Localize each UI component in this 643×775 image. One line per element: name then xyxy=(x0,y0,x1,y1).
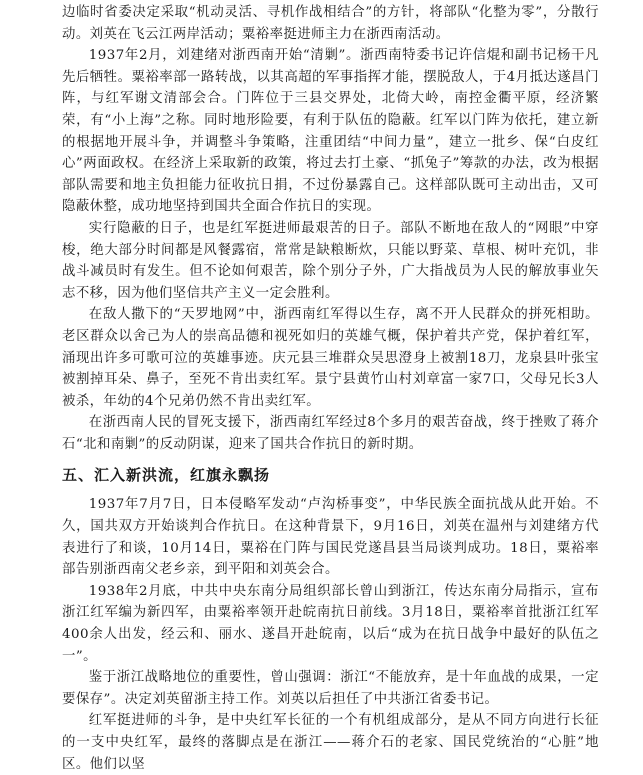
paragraph-6: 1937年7月7日，日本侵略军发动“卢沟桥事变”，中华民族全面抗战从此开始。不久，国共双方开始谈判合作抗日。在这种背景下，9月16日，刘英在温州与刘建绪方代表进行了和谈，10月14日，粟裕在门阵与国民党遂昌县当局谈判成功。18日，粟裕率部告别浙西南父老乡亲，到平阳和刘英会合。 xyxy=(62,497,599,578)
paragraph-8: 鉴于浙江战略地位的重要性，曾山强调：浙江“不能放弃，是十年血战的成果，一定要保存”。决定刘英留浙主持工作。刘英以后担任了中共浙江省委书记。 xyxy=(62,670,599,707)
paragraph-9: 红军挺进师的斗争，是中央红军长征的一个有机组成部分，是从不同方向进行长征的一支中央红军，最终的落脚点是在浙江——蒋介石的老家、国民党统治的“心脏”地区。他们以坚 xyxy=(62,713,599,772)
section-heading: 五、汇入新洪流，红旗永飘扬 xyxy=(62,466,271,485)
paragraph-1: 边临时省委决定采取“机动灵活、寻机作战相结合”的方针，将部队“化整为零”，分散行动。刘英在飞云江两岸活动；粟裕率挺进师主力在浙西南活动。 xyxy=(62,5,599,42)
paragraph-5: 在浙西南人民的冒死支援下，浙西南红军经过8个多月的艰苦奋战，终于挫败了蒋介石“北和南剿”的反动阴谋，迎来了国共合作抗日的新时期。 xyxy=(62,415,599,452)
paragraph-3: 实行隐蔽的日子，也是红军挺进师最艰苦的日子。部队不断地在敌人的“网眼”中穿梭，绝大部分时间都是风餐露宿，常常是缺粮断炊，只能以野菜、草根、树叶充饥，非战斗减员时有发生。但不论如何艰苦，除个别分子外，广大指战员为人民的解放事业矢志不移，因为他们坚信共产主义一定会胜利。 xyxy=(62,220,599,301)
paragraph-2: 1937年2月，刘建绪对浙西南开始“清剿”。浙西南特委书记许信焜和副书记杨干凡先后牺牲。粟裕率部一路转战，以其高超的军事指挥才能，摆脱敌人，于4月抵达遂昌门阵，与红军谢文清部会合。门阵位于三县交界处，北倚大岭，南控金衢平原，经济繁荣，有“小上海”之称。同时地形险要，有利于队伍的隐蔽。红军以门阵为依托，建立新的根据地开展斗争，并调整斗争策略，注重团结“中间力量”，建立一批乡、保“白皮红心”两面政权。在经济上采取新的政策，将过去打土豪、“抓兔子”筹款的办法，改为根据部队需要和地主负担能力征收抗日捐，不过份暴露自己。这样部队既可主动出击，又可隐蔽休整，成功地坚持到国共全面合作抗日的实现。 xyxy=(62,48,599,215)
paragraph-7: 1938年2月底，中共中央东南分局组织部长曾山到浙江，传达东南分局指示，宣布浙江红军编为新四军，由粟裕率领开赴皖南抗日前线。3月18日，粟裕率首批浙江红军400余人出发，经云和、丽水、遂昌开赴皖南，以后“成为在抗日战争中最好的队伍之一”。 xyxy=(62,583,599,664)
paragraph-4: 在敌人撒下的“天罗地网”中，浙西南红军得以生存，离不开人民群众的拼死相助。老区群众以舍己为人的崇高品德和视死如归的英雄气概，保护着共产党，保护着红军，涌现出许多可歌可泣的英雄事迹。庆元县三堆群众吴思澄身上被割18刀，龙泉县叶张宝被割掉耳朵、鼻子，至死不肯出卖红军。景宁县黄竹山村刘章富一家7口，父母兄长3人被杀，年幼的4个兄弟仍然不肯出卖红军。 xyxy=(62,307,599,409)
